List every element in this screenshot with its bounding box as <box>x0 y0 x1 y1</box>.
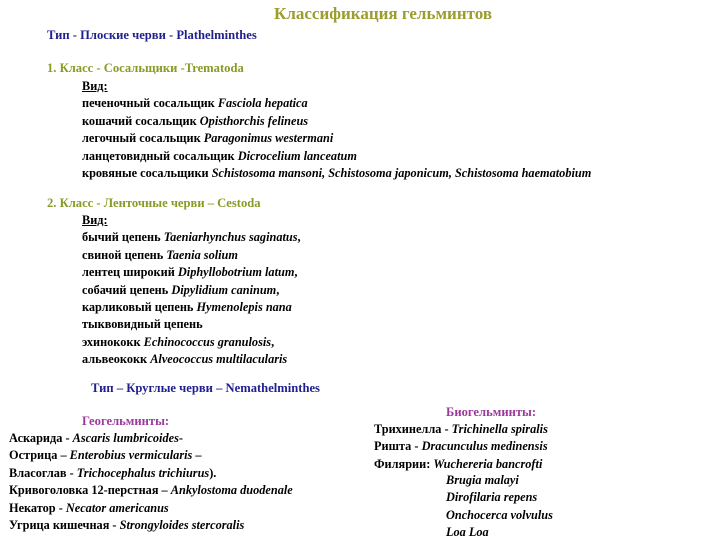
geohelminths-heading: Геогельминты: <box>82 414 170 428</box>
list-item: собачий цепень Dipylidium caninum, <box>82 282 280 297</box>
trematoda-list <box>82 78 591 182</box>
list-item: Острица – Enterobius vermicularis – <box>9 448 202 463</box>
list-item: ланцетовидный сосальщик Dicrocelium lanceatum <box>82 148 357 163</box>
list-item: Onchocerca volvulus <box>446 507 553 522</box>
list-item: кошачий сосальщик Opisthorchis felineus <box>82 113 309 128</box>
list-item: Loa Loa <box>446 525 489 540</box>
filariae-list <box>446 472 553 542</box>
list-item: Ришта - Dracunculus medinensis <box>374 439 548 454</box>
list-item: свиной цепень Taenia solium <box>82 247 238 262</box>
list-item: легочный сосальщик Paragonimus westermani <box>82 131 334 146</box>
page-title: Классификация гельминтов <box>274 4 493 23</box>
type-flatworms: Тип - Плоские черви - Plathelminthes <box>47 28 257 42</box>
list-item: карликовый цепень Hymenolepis nana <box>82 300 292 315</box>
list-item: Власоглав - Trichocephalus trichiurus). <box>9 465 217 480</box>
list-item: Brugia malayi <box>446 473 519 487</box>
list-item: эхинококк Echinococcus granulosis, <box>82 334 275 349</box>
list-item: Филярии: Wuchereria bancrofti <box>374 456 543 471</box>
cestoda-list <box>82 212 301 369</box>
list-item: Некатор - Necator americanus <box>9 500 169 515</box>
list-item: кровяные сосальщики Schistosoma mansoni, Schistosoma japonicum, Schistosoma haematobium <box>82 166 592 181</box>
geohelminths-list <box>9 430 293 534</box>
list-item: Аскарида - Ascaris lumbricoides- <box>9 431 183 445</box>
biohelminths-heading: Биогельминты: <box>446 405 537 419</box>
list-item: Трихинелла - Trichinella spiralis <box>374 422 548 436</box>
biohelminths-list <box>374 421 548 473</box>
class-cestoda-heading: 2. Класс - Ленточные черви – Cestoda <box>47 196 261 210</box>
vid-label: Вид: <box>82 79 108 93</box>
list-item: альвеококк Alveococcus multilacularis <box>82 352 288 367</box>
list-item: Угрица кишечная - Strongyloides stercoralis <box>9 518 245 533</box>
list-item: Кривоголовка 12-перстная – Ankylostoma duodenale <box>9 483 293 498</box>
type-roundworms: Тип – Круглые черви – Nemathelminthes <box>91 381 320 395</box>
list-item: Dirofilaria repens <box>446 490 538 505</box>
class-trematoda-heading: 1. Класс - Сосальщики -Trematoda <box>47 61 244 75</box>
vid-label: Вид: <box>82 213 108 227</box>
list-item: лентец широкий Diphyllobotrium latum, <box>82 265 298 280</box>
list-item: бычий цепень Taeniarhynchus saginatus, <box>82 230 301 245</box>
list-item: печеночный сосальщик Fasciola hepatica <box>82 96 308 111</box>
list-item: тыквовидный цепень <box>82 317 203 332</box>
